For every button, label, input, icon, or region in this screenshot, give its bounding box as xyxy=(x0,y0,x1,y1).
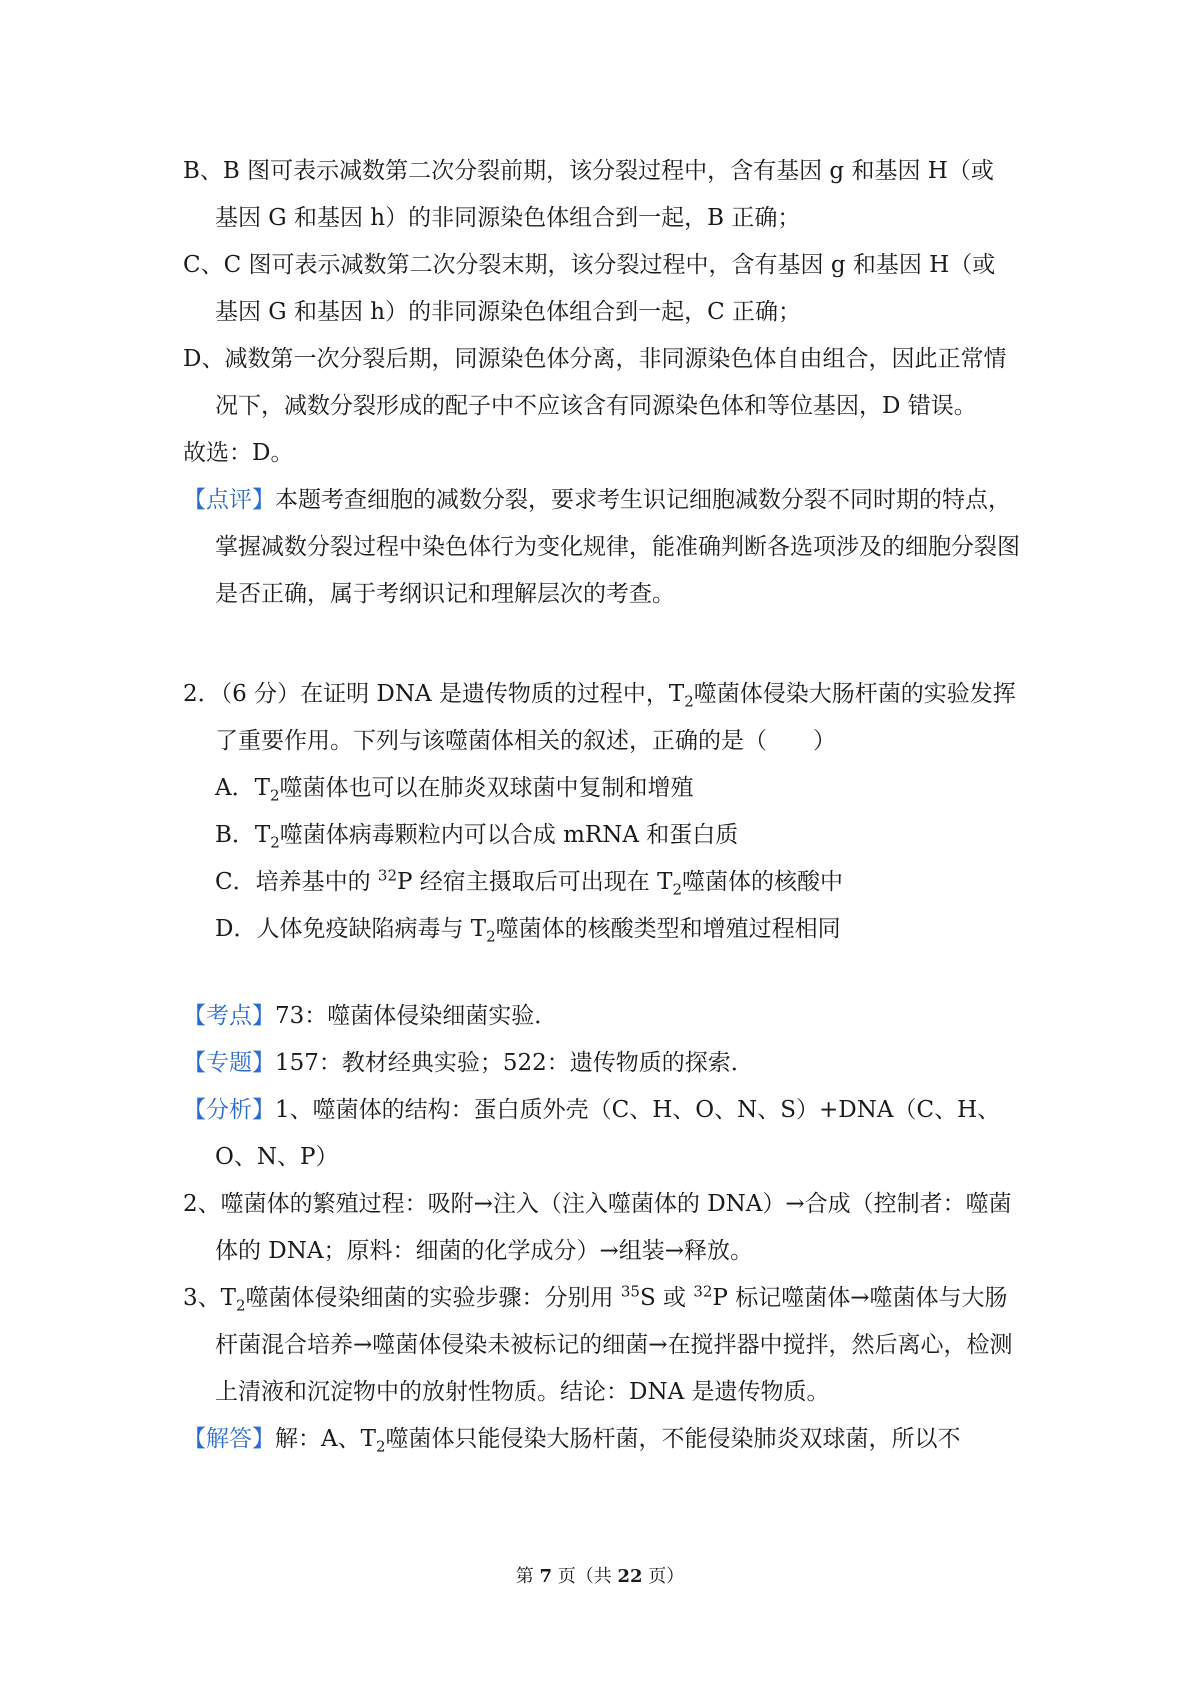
review-tag: 【点评】 xyxy=(183,487,275,513)
q2-option-a xyxy=(215,765,1028,812)
analysis-3-sup1: 35 xyxy=(620,1282,640,1301)
q2-stem-a: 在证明 DNA 是遗传物质的过程中，T xyxy=(300,681,685,707)
q2-answer xyxy=(183,1416,1028,1463)
opt-b-post: 噬菌体病毒颗粒内可以合成 mRNA 和蛋白质 xyxy=(279,822,739,848)
analysis-3-b: S 或 xyxy=(639,1285,694,1311)
q1-option-d-explanation: D、减数第一次分裂后期，同源染色体分离，非同源染色体自由组合，因此正常情况下，减数分裂形成的配子中不应该含有同源染色体和等位基因，D 错误。 xyxy=(183,346,1007,419)
page-footer xyxy=(0,1562,1200,1588)
analysis-3-sup2: 32 xyxy=(693,1282,713,1301)
opt-a-sub: 2 xyxy=(269,786,280,805)
opt-b-sub: 2 xyxy=(270,833,280,852)
point-tag: 【考点】 xyxy=(183,1003,275,1029)
analysis-3-a: 噬菌体侵染细菌的实验步骤：分别用 xyxy=(245,1285,621,1311)
footer-total-pages: 22 xyxy=(617,1566,643,1587)
review-text: 本题考查细胞的减数分裂，要求考生识记细胞减数分裂不同时期的特点，掌握减数分裂过程中染色体行为变化规律，能准确判断各选项涉及的细胞分裂图是否正确，属于考纲识记和理解层次的考查。 xyxy=(215,487,1020,607)
opt-b-pre: B．T xyxy=(215,822,271,848)
q2-number: 2． xyxy=(183,681,221,707)
q2-option-c xyxy=(215,859,1028,906)
analysis-tag: 【分析】 xyxy=(183,1097,275,1123)
footer-page-number: 7 xyxy=(539,1566,552,1587)
q1-conclusion: 故选：D。 xyxy=(183,440,294,466)
q1-option-b-explanation xyxy=(183,148,1028,242)
point-text: 73：噬菌体侵染细菌实验． xyxy=(275,1003,558,1029)
q2-options xyxy=(183,765,1028,953)
opt-d-sub: 2 xyxy=(486,927,496,946)
opt-c-pre: C．培养基中的 xyxy=(215,869,378,895)
q2-option-b xyxy=(215,812,1028,859)
q1-b-line1: B、B 图可表示减数第二次分裂前期，该分裂过程中，含有基因 g 和基因 H（或 xyxy=(183,158,994,184)
answer-pre: 解：A、T xyxy=(275,1426,376,1452)
q2-topic xyxy=(183,1040,1028,1087)
analysis-3-pre: 3、T xyxy=(183,1285,236,1311)
topic-text: 157：教材经典实验；522：遗传物质的探索． xyxy=(275,1050,754,1076)
q2-analysis-1 xyxy=(183,1087,1028,1181)
answer-sub: 2 xyxy=(375,1437,386,1456)
q1-c-line1: C、C 图可表示减数第二次分裂末期，该分裂过程中，含有基因 g 和基因 H（或 xyxy=(183,252,996,278)
q1-b-line2: 基因 G 和基因 h）的非同源染色体组合到一起，B 正确； xyxy=(215,205,801,231)
opt-c-sub: 2 xyxy=(672,880,683,899)
q2-analysis-2: 2、噬菌体的繁殖过程：吸附→注入（注入噬菌体的 DNA）→合成（控制者：噬菌体的 DNA；原料：细菌的化学成分）→组装→释放。 xyxy=(183,1191,1012,1264)
q2-score: （6 分） xyxy=(220,681,301,707)
opt-d-post: 噬菌体的核酸类型和增殖过程相同 xyxy=(495,916,841,942)
q2-point xyxy=(183,993,1028,1040)
q1-review xyxy=(183,477,1028,618)
footer-mid: 页（共 xyxy=(552,1566,618,1587)
topic-tag: 【专题】 xyxy=(183,1050,275,1076)
q2-stem-sub: 2 xyxy=(684,692,694,711)
footer-pre: 第 xyxy=(515,1566,540,1587)
opt-c-sup: 32 xyxy=(377,866,398,885)
q2-stem xyxy=(183,671,1028,765)
opt-a-pre: A．T xyxy=(215,775,270,801)
footer-post: 页） xyxy=(642,1566,685,1587)
q2-option-d xyxy=(215,906,1028,953)
q1-c-line2: 基因 G 和基因 h）的非同源染色体组合到一起，C 正确； xyxy=(215,299,802,325)
analysis-3-sub: 2 xyxy=(235,1296,246,1315)
opt-c-mid: P 经宿主摄取后可出现在 T xyxy=(397,869,673,895)
page-content xyxy=(183,148,1028,1463)
q2-stem-b: 噬菌体侵染大肠杆菌的实验发挥了重要作用。下列与该噬菌体相关的叙述，正确的是（ ） xyxy=(215,681,1016,754)
q1-option-c-explanation xyxy=(183,242,1028,336)
opt-c-post: 噬菌体的核酸中 xyxy=(682,869,844,895)
opt-a-post: 噬菌体也可以在肺炎双球菌中复制和增殖 xyxy=(279,775,694,801)
opt-d-pre: D．人体免疫缺陷病毒与 T xyxy=(215,916,487,942)
answer-post: 噬菌体只能侵染大肠杆菌，不能侵染肺炎双球菌，所以不 xyxy=(385,1426,961,1452)
analysis-3-c: P 标记噬菌体→噬菌体与大肠杆菌混合培养→噬菌体侵染未被标记的细菌→在搅拌器中搅拌，然后离心，检测上清液和沉淀物中的放射性物质。结论：DNA 是遗传物质。 xyxy=(215,1285,1013,1405)
analysis-1-text: 1、噬菌体的结构：蛋白质外壳（C、H、O、N、S）+DNA（C、H、O、N、P） xyxy=(215,1097,1001,1170)
answer-tag: 【解答】 xyxy=(183,1426,275,1452)
q2-analysis-3 xyxy=(183,1275,1028,1416)
